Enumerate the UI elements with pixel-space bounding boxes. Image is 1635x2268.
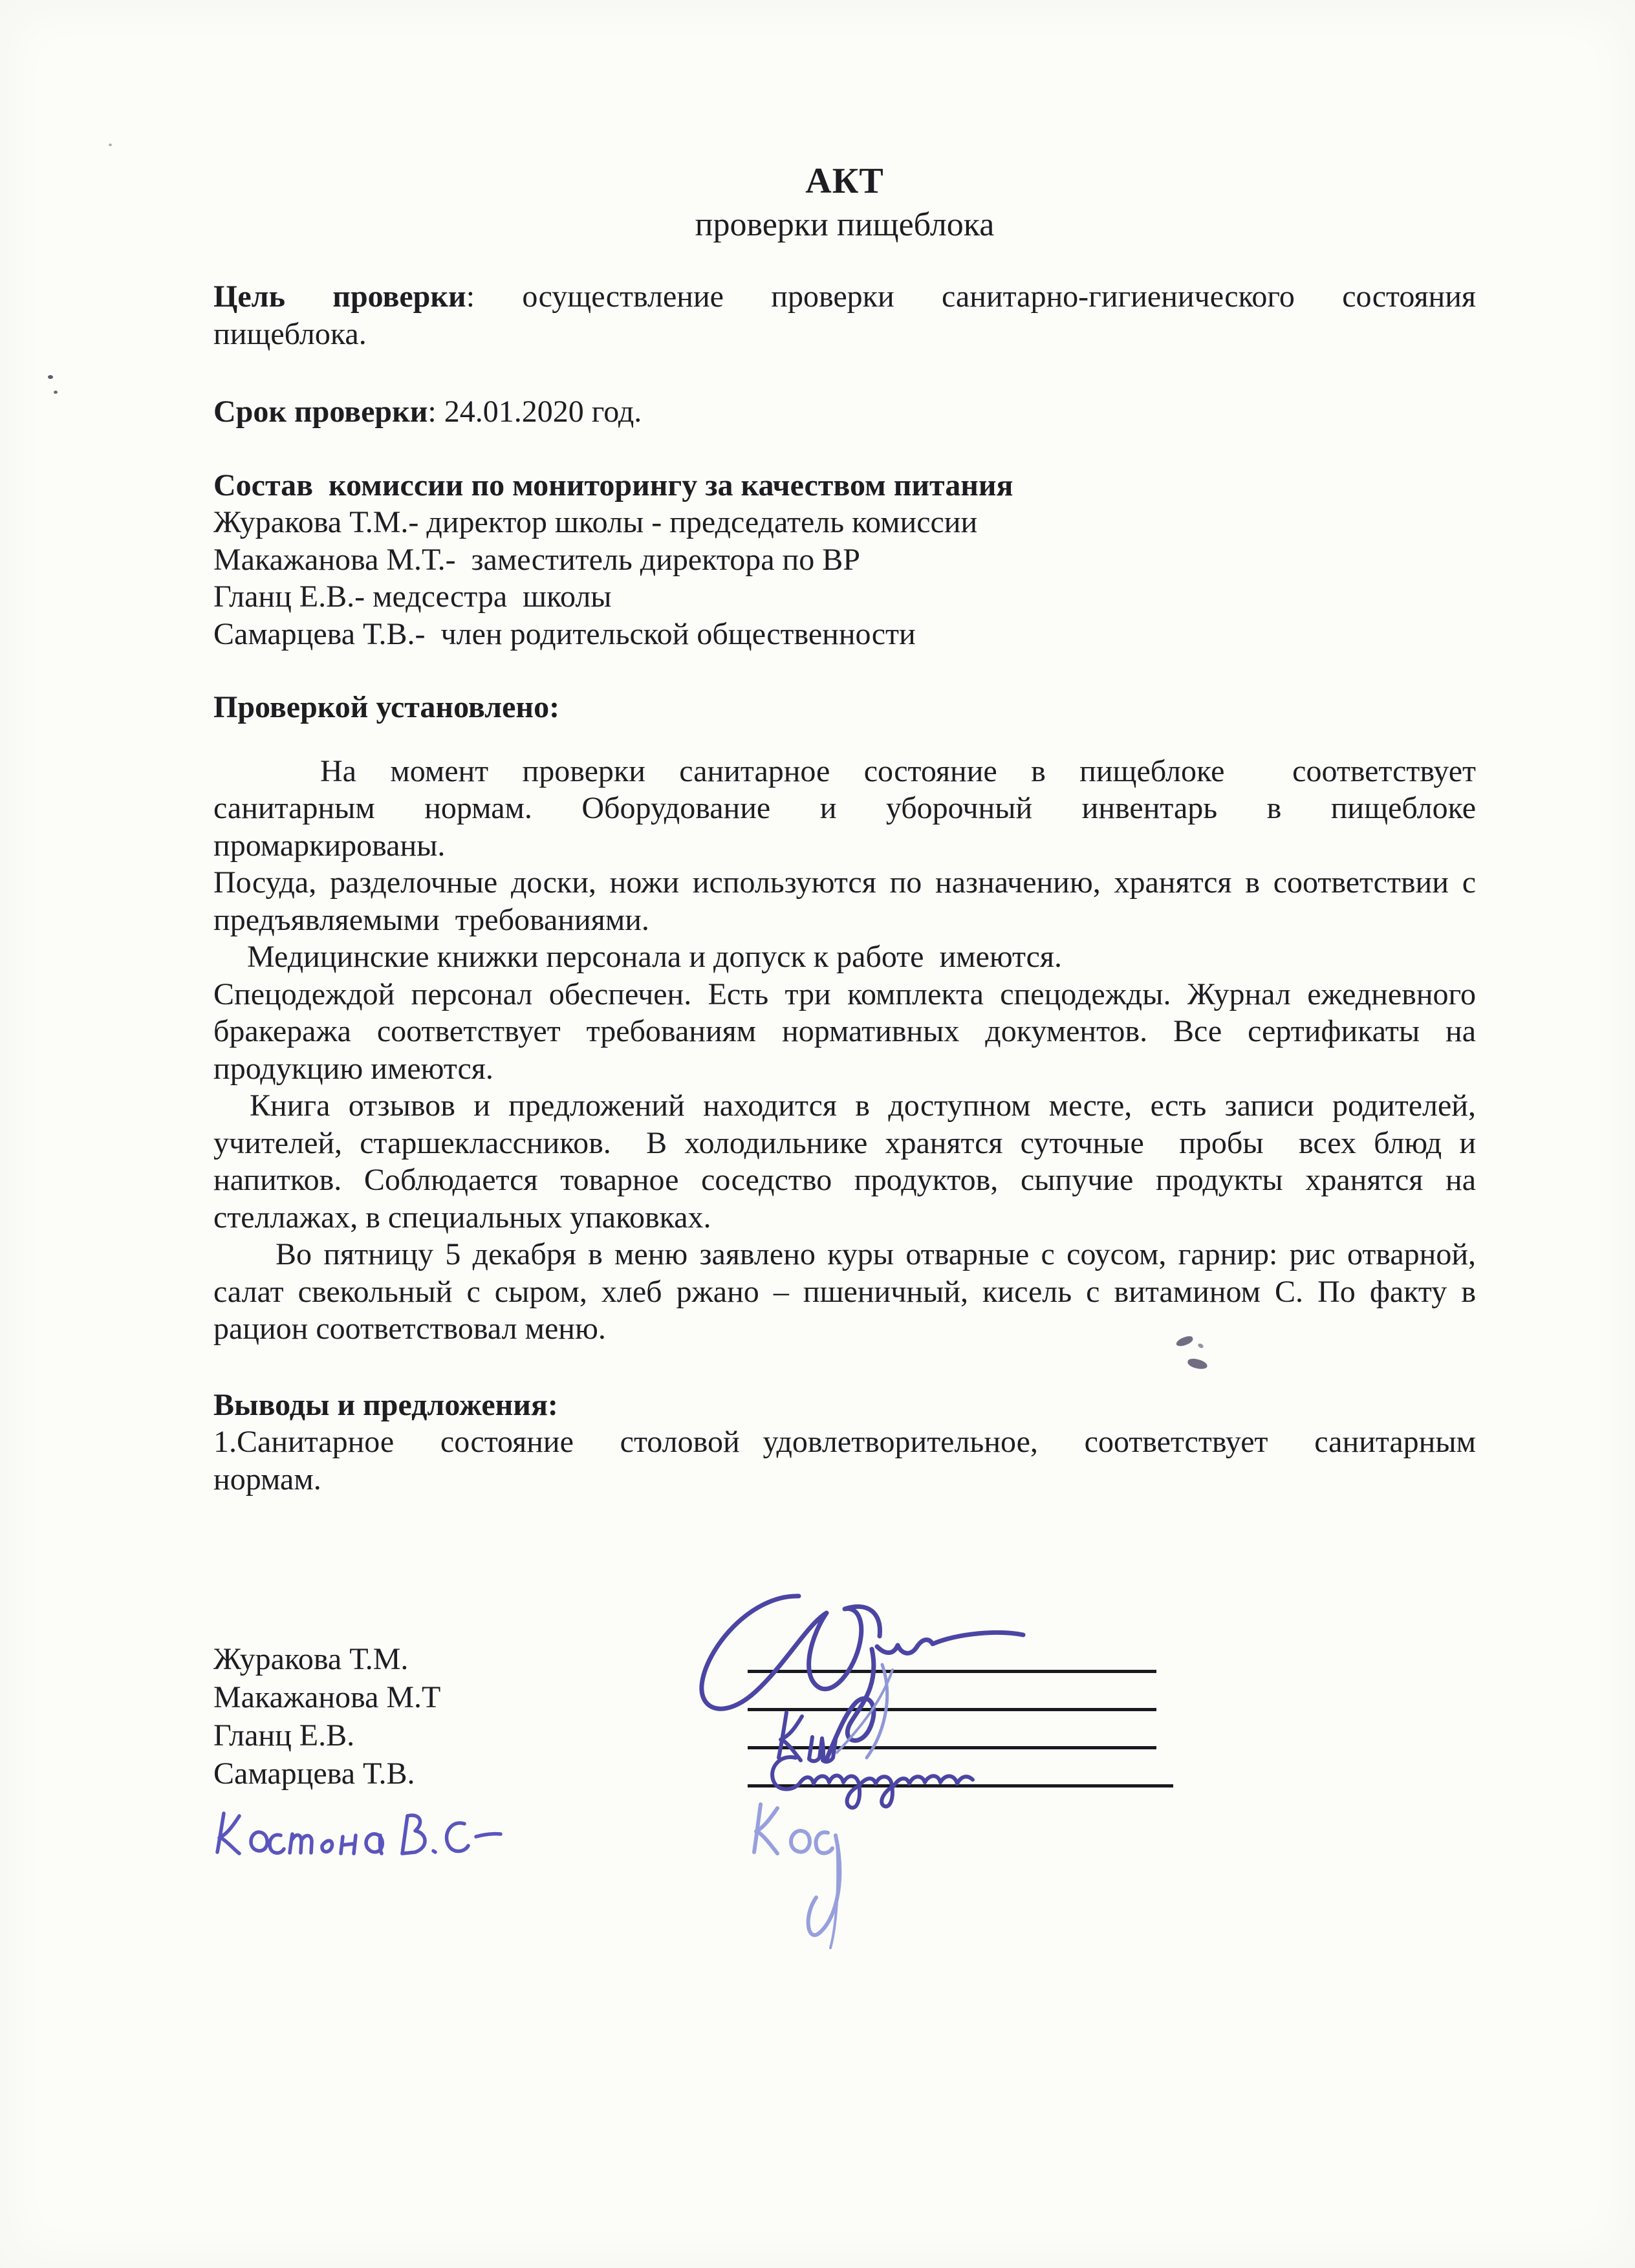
- signature-line: [748, 1746, 1156, 1749]
- paper-speck: [48, 375, 53, 379]
- signatory-name: Гланц Е.В.: [213, 1718, 355, 1753]
- commission-member: Гланц Е.В.- медсестра школы: [213, 579, 612, 614]
- commission-member: Журакова Т.М.- директор школы - председатель комиссии: [213, 505, 978, 539]
- signature-line: [748, 1784, 1173, 1787]
- findings-paragraph: Спецодеждой персонал обеспечен. Есть три комплекта спецодежды. Журнал ежедневного бракеража соответствует требованиям нормативных документов. Все сертификаты на продукцию имеются.: [213, 977, 1484, 1086]
- conclusions-heading: Выводы и предложения:: [213, 1387, 558, 1422]
- handwritten-note-ink: [217, 1813, 501, 1853]
- document-title: АКТ: [805, 161, 884, 201]
- signature-row: [213, 1755, 1476, 1793]
- signature-line: [748, 1708, 1156, 1711]
- signatory-name: Журакова Т.М.: [213, 1642, 409, 1676]
- document-subtitle: проверки пищеблока: [695, 206, 995, 243]
- term-text: : 24.01.2020 год.: [428, 394, 642, 429]
- findings-heading: Проверкой установлено:: [213, 690, 560, 724]
- signature-ink-extra: [754, 1804, 839, 1948]
- commission-heading: Состав комиссии по мониторингу за качеством питания: [213, 468, 1013, 502]
- signatory-name: Самарцева Т.В.: [213, 1756, 415, 1791]
- term-label: Срок проверки: [213, 394, 428, 429]
- paper-speck: [109, 144, 112, 146]
- document-content: [213, 0, 1500, 2002]
- paper-speck: [54, 391, 58, 394]
- title-block: [213, 160, 1476, 244]
- signature-row: [213, 1640, 1476, 1678]
- purpose-text: : осуществление проверки санитарно-гигиенического состояния пищеблока.: [213, 279, 1500, 351]
- findings-paragraph: Медицинские книжки персонала и допуск к работе имеются.: [247, 940, 1062, 974]
- purpose-label: Цель проверки: [213, 279, 466, 314]
- signature-block: [213, 1640, 1476, 2002]
- term-paragraph: [213, 393, 1476, 431]
- findings-paragraph: Книга отзывов и предложений находится в доступном месте, есть записи родителей, учителей, старшеклассников. В холодильнике хранятся суточные пробы всех блюд и напитков. Соблюдается товарное соседство продуктов, сыпучие продукты хранятся на стеллажах, в специальных упаковках.: [213, 1088, 1484, 1235]
- commission-member: Макажанова М.Т.- заместитель директора по ВР: [213, 542, 860, 577]
- signatory-name: Макажанова М.Т: [213, 1680, 441, 1714]
- commission-member: Самарцева Т.В.- член родительской общественности: [213, 616, 916, 651]
- signature-row: [213, 1716, 1476, 1755]
- signature-row: [213, 1678, 1476, 1716]
- findings-paragraph: На момент проверки санитарное состояние в пищеблоке соответствует санитарным нормам. Оборудование и уборочный инвентарь в пищеблоке промаркированы.: [213, 753, 1492, 863]
- signature-line: [748, 1670, 1156, 1673]
- purpose-paragraph: [213, 278, 1500, 352]
- findings-paragraph: Посуда, разделочные доски, ножи используются по назначению, хранятся в соответствии с предъявляемыми требованиями.: [213, 865, 1484, 937]
- conclusion-item: 1.Санитарное состояние столовой удовлетворительное, соответствует санитарным нормам.: [213, 1425, 1498, 1496]
- findings-paragraph: Во пятницу 5 декабря в меню заявлено куры отварные с соусом, гарнир: рис отварной, салат свекольный с сыром, хлеб ржано – пшеничный, кисель с витамином С. По факту в рацион соответствовал меню.: [213, 1237, 1484, 1346]
